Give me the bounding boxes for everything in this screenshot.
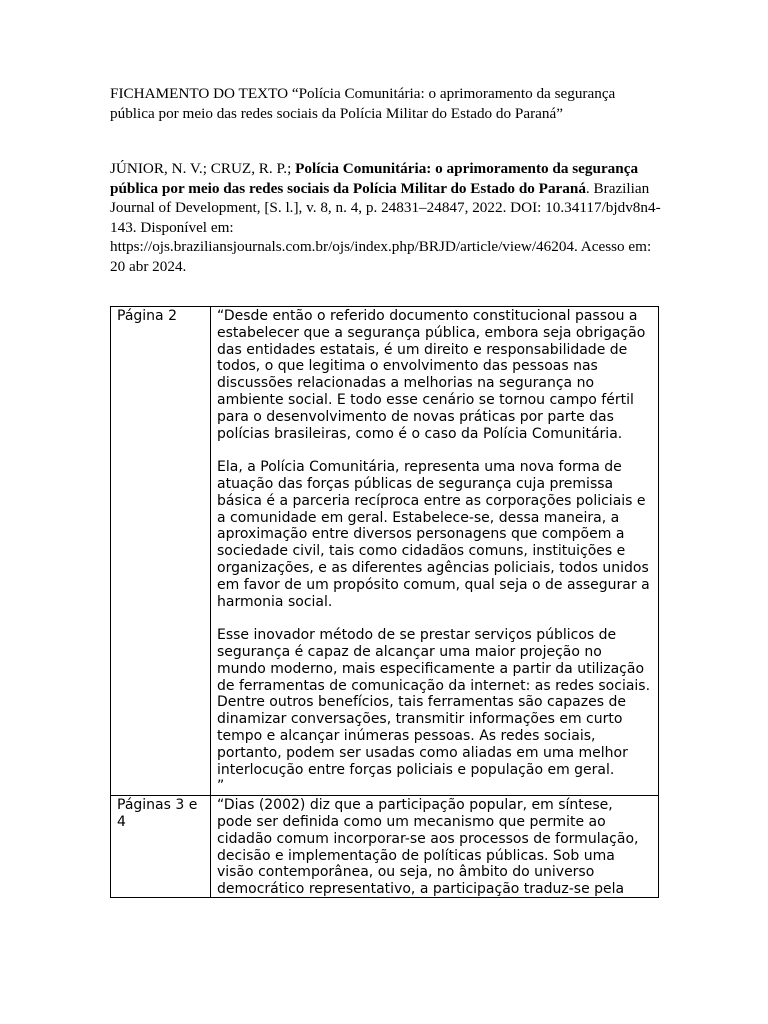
page-reference: Página 2 [117,308,177,324]
reference-details: . Brazilian Journal of Development, [S. l.], v. 8, n. 4, p. 24831–24847, 2022. DOI: 10.34117/bjdv8n4-143. Disponível em: https://ojs.braziliansjournals.com.br/ojs/index.php/BRJD/article/view/46204. Acesso em: 20 abr 2024. [110,179,661,275]
quote-cell [211,307,659,796]
reference-work-title: Polícia Comunitária: o aprimoramento da segurança pública por meio das redes sociais da Polícia Militar do Estado do Paraná [110,160,639,197]
closing-quote-mark: ” [217,778,225,795]
quote-paragraph: “Dias (2002) diz que a participação popular, em síntese, pode ser definida como um mecanismo que permite ao cidadão comum incorporar-se aos processos de formulação, decisão e implementação de políticas públicas. Sob uma visão contemporânea, ou seja, no âmbito do universo democrático representativo, a participação traduz-se pela [217,797,639,898]
notes-table [110,306,659,898]
page-reference-cell [111,307,211,796]
reference-authors: JÚNIOR, N. V.; CRUZ, R. P.; [110,160,292,177]
quote-paragraph: Ela, a Polícia Comunitária, representa uma nova forma de atuação das forças públicas de segurança cuja premissa básica é a parceria recíproca entre as corporações policiais e a comunidade em geral. Estabelece-se, dessa maneira, a aproximação entre diversos personagens que compõem a sociedade civil, tais como cidadãos comuns, instituições e organizações, e as diferentes agências policiais, todos unidos em favor de um propósito comum, qual seja o de assegurar a harmonia social. [217,459,650,610]
page-reference-cell [111,796,211,898]
quote-paragraph: “Desde então o referido documento constitucional passou a estabelecer que a segurança pública, embora seja obrigação das entidades estatais, é um direito e responsabilidade de todos, o que legitima o envolvimento das pessoas nas discussões relacionadas a melhorias na segurança no ambiente social. E todo esse cenário se tornou campo fértil para o desenvolvimento de novas práticas por parte das polícias brasileiras, como é o caso da Polícia Comunitária. [217,308,646,442]
quote-cell [211,796,659,898]
page-reference: Páginas 3 e 4 [117,797,198,830]
document-title: FICHAMENTO DO TEXTO “Polícia Comunitária: o aprimoramento da segurança pública por meio das redes sociais da Polícia Militar do Estado do Paraná” [110,85,616,122]
table-row [111,307,659,796]
quote-paragraph: Esse inovador método de se prestar serviços públicos de segurança é capaz de alcançar uma maior projeção no mundo moderno, mais especificamente a partir da utilização de ferramentas de comunicação da internet: as redes sociais. Dentre outros benefícios, tais ferramentas são capazes de dinamizar conversações, transmitir informações em curto tempo e alcançar inúmeras pessoas. As redes sociais, portanto, podem ser usadas como aliadas em uma melhor interlocução entre forças policiais e população em geral. [217,627,651,778]
table-row [111,796,659,898]
bibliographic-reference [110,159,670,276]
